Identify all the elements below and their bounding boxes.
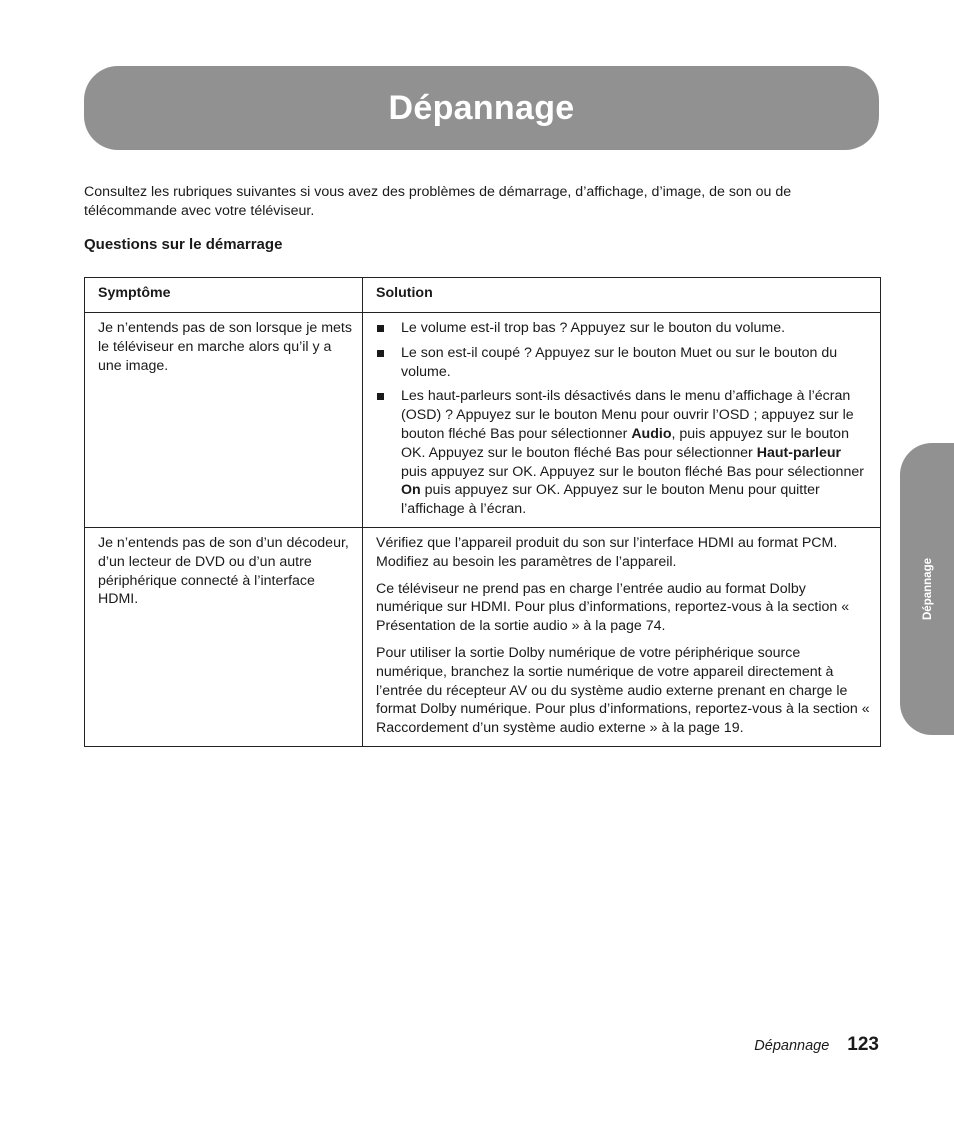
square-bullet-icon	[377, 393, 384, 400]
bold-term-haut-parleur: Haut-parleur	[756, 444, 842, 461]
bold-term-on: On	[401, 482, 421, 499]
footer-chapter-label: Dépannage	[754, 1038, 830, 1054]
section-heading: Questions sur le démarrage	[84, 236, 283, 253]
bullet-text: Les haut-parleurs sont-ils désactivés dans le menu d’affichage à l’écran (OSD) ? Appuyez sur le bouton Menu pour ouvrir l’OSD ; appuyez sur le bouton fléché Bas pour sélectionner	[401, 388, 854, 442]
solution-paragraph: Ce téléviseur ne prend pas en charge l’entrée audio au format Dolby numérique sur HDMI. Pour plus d’informations, reportez-vous à la section « Présentation de la sortie audio » à la page 74.	[376, 580, 850, 635]
page-number: 123	[847, 1034, 879, 1055]
bullet-text: Le volume est-il trop bas ? Appuyez sur le bouton du volume.	[401, 320, 786, 336]
solution-bullet	[376, 387, 870, 519]
square-bullet-icon	[377, 350, 384, 357]
page-title: Dépannage	[388, 88, 575, 127]
solution-cell	[363, 527, 881, 746]
side-tab-label: Dépannage	[922, 558, 934, 620]
solution-bullet-list	[376, 319, 870, 519]
bold-term-audio: Audio	[631, 425, 672, 442]
table-row	[85, 527, 881, 746]
chapter-side-tab	[900, 443, 954, 735]
bullet-text: Le son est-il coupé ? Appuyez sur le bouton Muet ou sur le bouton du volume.	[401, 344, 838, 380]
bullet-text: puis appuyez sur OK. Appuyez sur le bouton fléché Bas pour sélectionner	[401, 463, 864, 480]
column-header-solution: Solution	[363, 278, 881, 313]
solution-bullet	[376, 319, 870, 338]
table-header-row	[85, 278, 881, 313]
chapter-banner	[84, 66, 879, 150]
symptom-cell: Je n’entends pas de son d’un décodeur, d’un lecteur de DVD ou d’un autre périphérique connecté à l’interface HDMI.	[85, 527, 363, 746]
bullet-text: , puis appuyez sur le bouton OK. Appuyez sur le bouton fléché Bas pour sélectionner	[401, 425, 849, 461]
intro-paragraph: Consultez les rubriques suivantes si vous avez des problèmes de démarrage, d’affichage, d’image, de son ou de télécommande avec votre téléviseur.	[84, 184, 792, 219]
column-header-symptom: Symptôme	[85, 278, 363, 313]
symptom-cell: Je n’entends pas de son lorsque je mets le téléviseur en marche alors qu’il y a une image.	[85, 313, 363, 528]
solution-paragraph: Pour utiliser la sortie Dolby numérique de votre périphérique source numérique, branchez la sortie numérique de votre appareil directement à l’entrée du récepteur AV ou du système audio externe prenant en charge le format Dolby numérique. Pour plus d’informations, reportez-vous à la section « Raccordement d’un système audio externe » à la page 19.	[376, 644, 870, 737]
solution-bullet	[376, 344, 870, 382]
bullet-text: puis appuyez sur OK. Appuyez sur le bouton Menu pour quitter l’affichage à l’écran.	[401, 482, 820, 518]
troubleshooting-table	[84, 277, 881, 747]
page-footer	[754, 1034, 879, 1056]
square-bullet-icon	[377, 325, 384, 332]
solution-paragraph: Vérifiez que l’appareil produit du son sur l’interface HDMI au format PCM. Modifiez au besoin les paramètres de l’appareil.	[376, 534, 838, 570]
solution-cell	[363, 313, 881, 528]
table-row	[85, 313, 881, 528]
